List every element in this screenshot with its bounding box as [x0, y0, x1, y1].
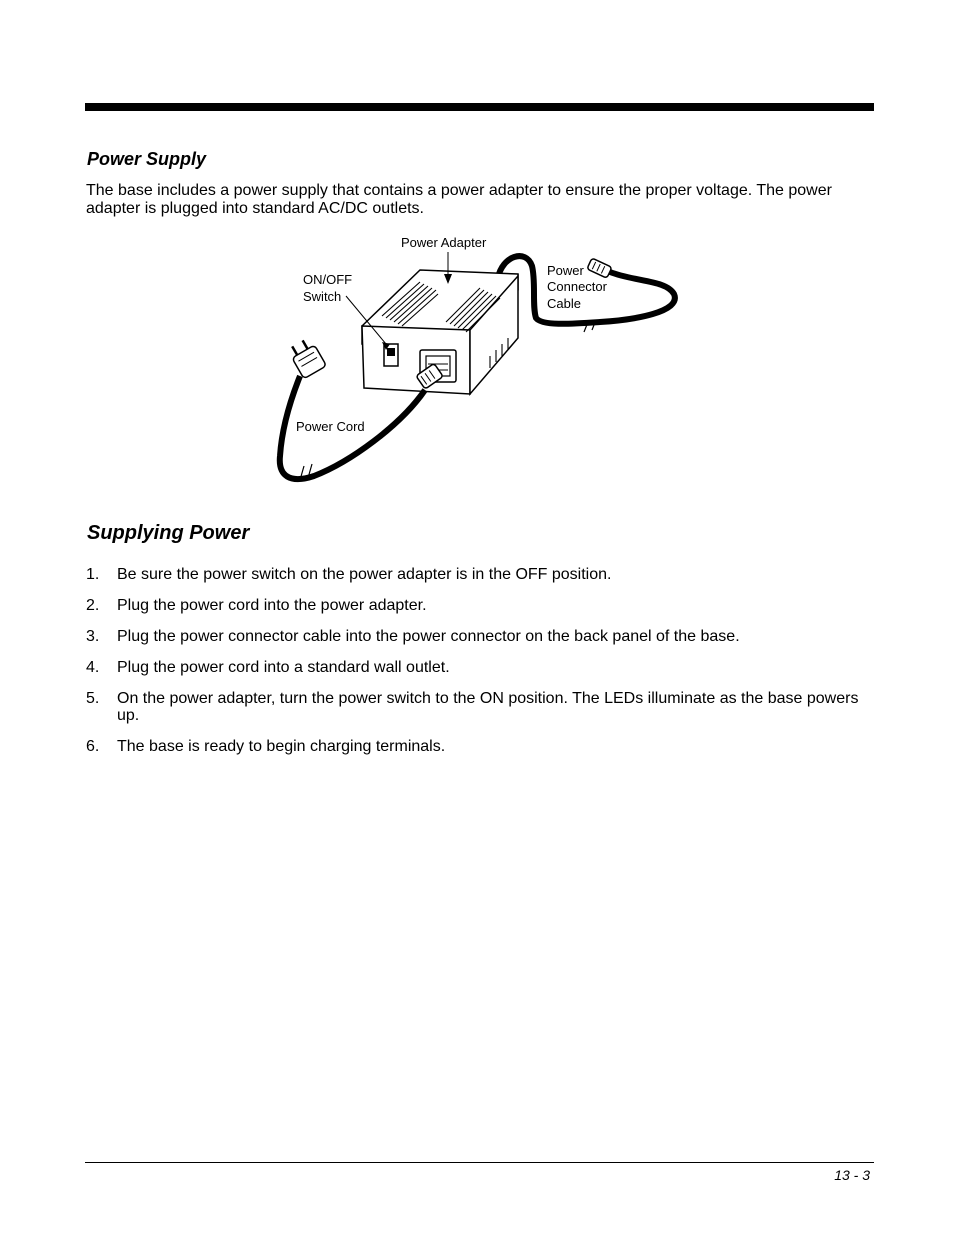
list-item	[86, 597, 876, 614]
label-cable-line3: Cable	[547, 296, 581, 311]
step-text: Plug the power cord into a standard wall outlet.	[117, 659, 450, 676]
step-text: The base is ready to begin charging terminals.	[117, 738, 446, 755]
step-number: 3.	[86, 628, 100, 645]
power-supply-figure	[270, 226, 690, 496]
step-text: On the power adapter, turn the power switch to the ON position. The LEDs illuminate as the base powers up.	[117, 690, 859, 724]
power-adapter-illustration	[270, 226, 690, 496]
page-number: 13 - 3	[834, 1167, 870, 1183]
step-number: 6.	[86, 738, 100, 755]
list-item	[86, 690, 876, 724]
list-item	[86, 628, 876, 645]
section-heading: Power Supply	[87, 149, 207, 169]
step-text: Be sure the power switch on the power adapter is in the OFF position.	[117, 566, 612, 583]
step-number: 5.	[86, 690, 100, 707]
label-power-cord: Power Cord	[296, 419, 365, 434]
list-item	[86, 566, 876, 583]
label-power-adapter: Power Adapter	[401, 235, 487, 250]
step-number: 4.	[86, 659, 100, 676]
step-number: 2.	[86, 597, 100, 614]
list-item	[86, 659, 876, 676]
section-paragraph: The base includes a power supply that contains a power adapter to ensure the proper voltage. The power adapter is plugged into standard AC/DC outlets.	[86, 182, 832, 217]
step-text: Plug the power connector cable into the power connector on the back panel of the base.	[117, 628, 740, 645]
footer-rule	[85, 1162, 874, 1163]
list-item	[86, 738, 876, 755]
procedure-heading: Supplying Power	[87, 522, 250, 544]
procedure-steps	[86, 563, 876, 755]
label-cable-line2: Connector	[547, 279, 607, 294]
wall-plug	[287, 336, 327, 378]
step-number: 1.	[86, 566, 100, 583]
step-text: Plug the power cord into the power adapter.	[117, 597, 427, 614]
label-switch-line1: ON/OFF	[303, 272, 353, 287]
label-cable-line1: Power	[547, 263, 584, 278]
connector-plug	[587, 258, 612, 278]
label-switch-line2: Switch	[303, 289, 342, 304]
header-rule	[85, 103, 874, 111]
